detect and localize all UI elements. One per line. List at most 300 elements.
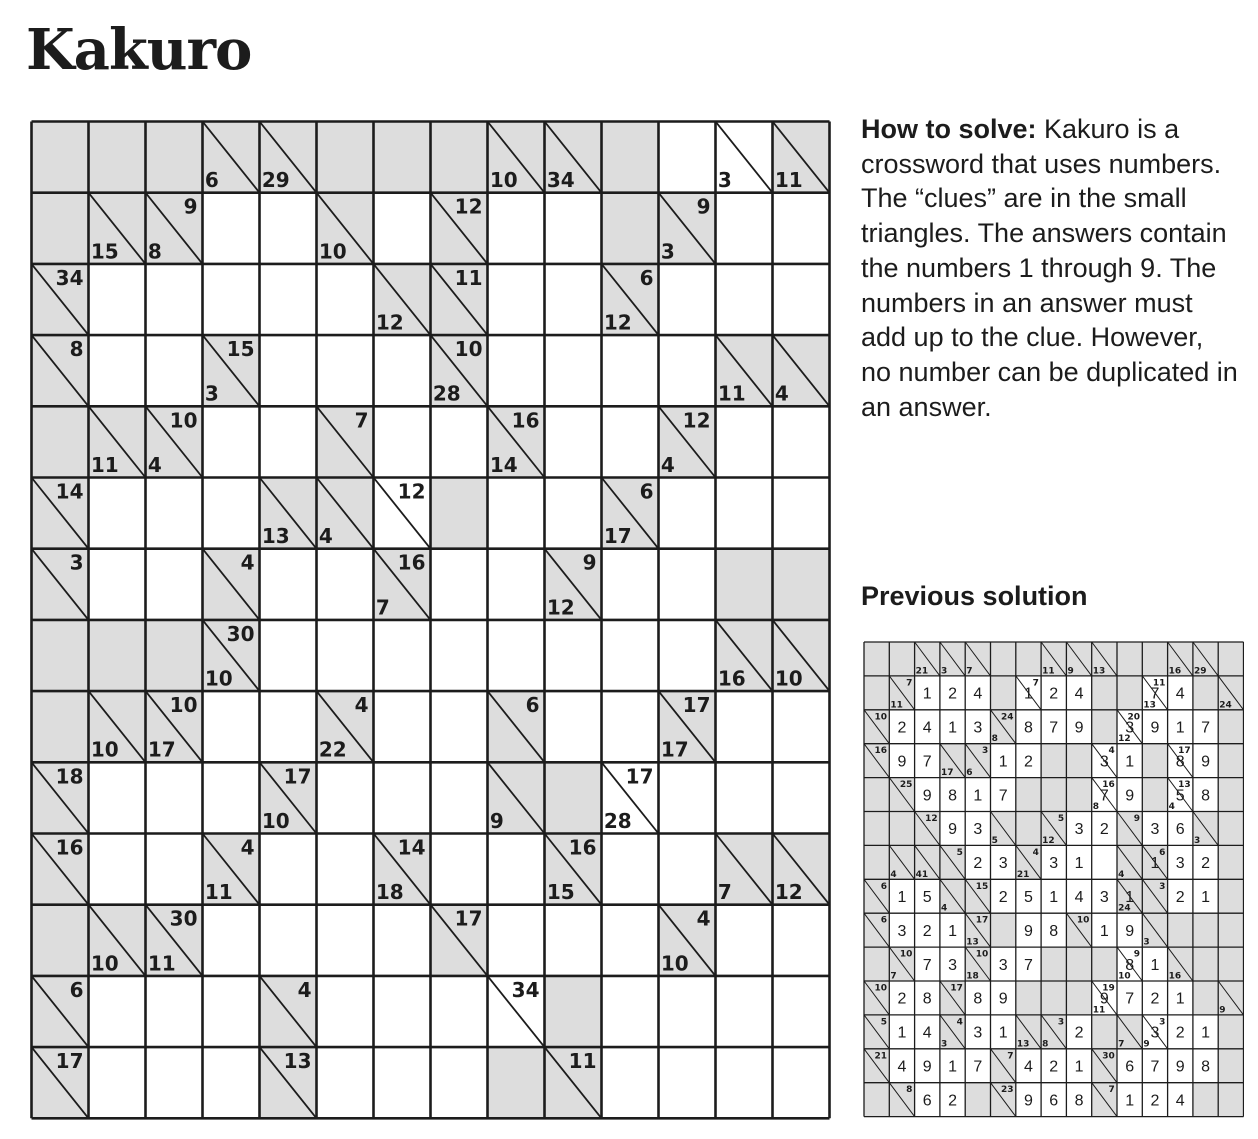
answer-cell[interactable] [431,620,488,691]
solution-digit: 1 [1201,1024,1211,1042]
block-cell [1092,710,1117,744]
down-clue: 21 [915,666,929,677]
solution-digit: 3 [1074,821,1084,839]
answer-cell[interactable] [203,762,260,833]
solution-digit: 3 [1175,855,1185,873]
down-clue: 4 [940,903,948,914]
answer-cell[interactable] [317,905,374,976]
answer-cell[interactable] [374,406,431,477]
answer-cell[interactable] [260,406,317,477]
answer-cell[interactable] [716,406,773,477]
solution-digit: 3 [998,855,1008,873]
across-clue: 6 [1159,847,1166,858]
across-clue: 4 [1032,847,1039,858]
answer-cell[interactable] [146,478,203,549]
block-cell [89,122,146,193]
solution-digit: 9 [998,990,1008,1008]
across-clue: 15 [975,881,989,892]
block-cell [864,947,889,981]
answer-cell[interactable] [602,1047,659,1118]
answer-cell[interactable] [773,762,830,833]
down-clue: 9 [1219,1005,1226,1016]
answer-cell[interactable] [659,834,716,905]
solution-digit: 9 [1150,719,1160,737]
answer-cell[interactable] [317,834,374,905]
solution-digit: 7 [1150,685,1160,703]
answer-cell[interactable] [773,478,830,549]
block-cell [1092,947,1117,981]
solution-digit: 4 [1175,685,1185,703]
down-clue: 3 [660,239,675,264]
answer-cell[interactable] [431,834,488,905]
across-clue: 4 [956,1017,963,1028]
across-clue: 17 [975,915,989,926]
solution-digit: 9 [897,753,907,771]
down-clue: 4 [1168,801,1175,812]
answer-cell[interactable] [488,264,545,335]
answer-cell[interactable] [89,335,146,406]
answer-cell[interactable] [773,193,830,264]
down-clue: 4 [1118,869,1125,880]
answer-cell[interactable] [89,264,146,335]
answer-cell[interactable] [317,762,374,833]
across-clue: 25 [899,780,913,791]
solution-digit: 9 [1023,922,1033,940]
answer-cell[interactable] [260,834,317,905]
solution-digit: 3 [948,956,958,974]
solution-digit: 3 [897,922,907,940]
down-clue: 10 [318,239,347,264]
block-cell [1218,947,1243,981]
down-clue: 4 [660,452,675,477]
block-cell [1041,981,1066,1015]
answer-cell[interactable] [545,905,602,976]
answer-cell[interactable] [431,762,488,833]
solution-digit: 9 [948,821,958,839]
solution-digit: 8 [1023,719,1033,737]
answer-cell[interactable] [146,976,203,1047]
page-title: Kakuro [26,17,252,83]
answer-cell[interactable] [602,620,659,691]
down-clue: 13 [966,937,979,948]
block-cell [545,762,602,833]
across-clue: 12 [925,813,938,824]
answer-cell[interactable] [659,976,716,1047]
across-clue: 7 [1032,678,1039,689]
across-clue: 13 [1178,780,1191,791]
answer-cell[interactable] [89,762,146,833]
block-cell [1193,981,1218,1015]
across-clue: 30 [1102,1051,1115,1062]
block-cell [545,976,602,1047]
down-clue: 11 [1092,1005,1106,1016]
solution-digit: 9 [1099,990,1109,1008]
answer-cell[interactable] [317,976,374,1047]
block-cell [32,691,89,762]
solution-digit: 3 [973,1024,983,1042]
across-clue: 16 [397,550,426,575]
kakuro-puzzle-grid[interactable] [30,120,831,1120]
solution-digit: 7 [998,787,1008,805]
answer-cell[interactable] [374,193,431,264]
solution-digit: 7 [1023,956,1033,974]
answer-cell[interactable] [773,406,830,477]
block-cell [1041,947,1066,981]
across-clue: 9 [1133,949,1141,960]
answer-cell[interactable] [773,691,830,762]
down-clue: 14 [489,452,518,477]
solution-digit: 1 [1125,1092,1135,1110]
down-clue: 6 [966,768,973,779]
answer-cell[interactable] [374,691,431,762]
answer-cell[interactable] [488,905,545,976]
answer-cell[interactable] [203,478,260,549]
down-clue: 12 [1118,734,1131,745]
solution-digit: 1 [1049,889,1059,907]
down-clue: 10 [90,951,119,976]
across-clue: 4 [354,693,369,718]
solution-digit: 3 [1125,719,1135,737]
answer-cell[interactable] [716,193,773,264]
across-clue: 3 [1057,1017,1065,1028]
solution-digit: 2 [1049,685,1059,703]
across-clue: 10 [899,949,913,960]
solution-digit: 3 [1150,1024,1160,1042]
solution-cell [1092,845,1117,879]
solution-digit: 7 [1125,990,1135,1008]
across-clue: 16 [55,835,84,860]
answer-cell[interactable] [431,549,488,620]
solution-digit: 4 [922,1024,932,1042]
block-cell [1218,1049,1243,1083]
down-clue: 3 [940,666,948,677]
solution-digit: 8 [1201,787,1211,805]
across-clue: 19 [1102,983,1115,994]
answer-cell[interactable] [716,905,773,976]
down-clue: 7 [966,666,973,677]
down-clue: 13 [1016,1039,1030,1050]
block-cell [602,193,659,264]
block-cell [1066,947,1091,981]
solution-digit: 8 [1201,1058,1211,1076]
across-clue: 11 [568,1049,597,1074]
answer-cell[interactable] [317,1047,374,1118]
answer-cell[interactable] [374,905,431,976]
block-cell [32,620,89,691]
answer-cell[interactable] [659,335,716,406]
solution-digit: 6 [1175,821,1185,839]
answer-cell[interactable] [602,905,659,976]
solution-digit: 5 [1023,889,1033,907]
answer-cell[interactable] [203,691,260,762]
answer-cell[interactable] [374,976,431,1047]
answer-cell[interactable] [659,762,716,833]
answer-cell[interactable] [317,549,374,620]
block-cell [1218,778,1243,812]
solution-digit: 2 [897,990,907,1008]
answer-cell[interactable] [602,335,659,406]
block-cell [146,122,203,193]
answer-cell[interactable] [260,264,317,335]
across-clue: 20 [1127,712,1141,723]
answer-cell[interactable] [545,478,602,549]
block-cell [1066,778,1091,812]
answer-cell[interactable] [716,1047,773,1118]
across-clue: 4 [297,977,312,1002]
block-cell [1142,642,1167,676]
answer-cell[interactable] [260,549,317,620]
block-cell [431,478,488,549]
answer-cell[interactable] [659,620,716,691]
answer-cell[interactable] [89,549,146,620]
down-clue: 18 [375,880,404,905]
block-cell [1092,1015,1117,1049]
across-clue: 14 [55,479,84,504]
across-clue: 24 [1001,712,1014,723]
answer-cell[interactable] [488,478,545,549]
down-clue: 17 [603,524,632,549]
down-clue: 9 [489,808,504,833]
across-clue: 4 [696,906,711,931]
across-clue: 9 [1133,813,1141,824]
answer-cell[interactable] [260,193,317,264]
block-cell [1218,744,1243,778]
answer-cell[interactable] [659,549,716,620]
answer-cell[interactable] [89,478,146,549]
answer-cell[interactable] [317,264,374,335]
down-clue: 28 [603,808,632,833]
across-clue: 5 [1057,813,1065,824]
down-clue: 12 [774,880,803,905]
down-clue: 3 [940,1039,948,1050]
across-clue: 7 [354,408,369,433]
block-cell [1016,981,1041,1015]
answer-cell[interactable] [773,976,830,1047]
answer-cell[interactable] [317,335,374,406]
answer-cell[interactable] [203,264,260,335]
down-clue: 10 [774,666,803,691]
down-clue: 11 [204,880,233,905]
solution-digit: 1 [1150,956,1160,974]
solution-digit: 3 [1099,889,1109,907]
block-cell [1041,744,1066,778]
block-cell [889,642,914,676]
answer-cell[interactable] [89,834,146,905]
answer-cell[interactable] [431,406,488,477]
down-clue: 11 [90,452,119,477]
answer-cell[interactable] [488,335,545,406]
down-clue: 11 [890,700,903,711]
answer-cell[interactable] [716,264,773,335]
answer-cell[interactable] [203,976,260,1047]
across-clue: 23 [1001,1085,1014,1096]
answer-cell[interactable] [488,620,545,691]
answer-cell[interactable] [203,193,260,264]
answer-cell[interactable] [716,762,773,833]
answer-cell[interactable] [203,905,260,976]
answer-cell[interactable] [602,406,659,477]
across-clue: 4 [240,550,255,575]
previous-solution-title: Previous solution [861,581,1088,611]
block-cell [864,778,889,812]
solution-digit: 2 [1201,855,1211,873]
across-clue: 9 [183,194,198,219]
answer-cell[interactable] [89,1047,146,1118]
how-to-solve-text [861,112,1239,424]
down-clue: 16 [1168,666,1182,677]
solution-digit: 3 [973,821,983,839]
answer-cell[interactable] [431,976,488,1047]
block-cell [1218,1015,1243,1049]
answer-cell[interactable] [545,335,602,406]
down-clue: 9 [1067,666,1074,677]
across-clue: 10 [1076,915,1090,926]
answer-cell[interactable] [374,762,431,833]
answer-cell[interactable] [146,834,203,905]
block-cell [1142,744,1167,778]
block-cell [991,913,1016,947]
answer-cell[interactable] [545,620,602,691]
across-clue: 11 [454,265,483,290]
answer-cell[interactable] [203,1047,260,1118]
across-clue: 3 [69,550,84,575]
answer-cell[interactable] [260,335,317,406]
answer-cell[interactable] [602,976,659,1047]
down-clue: 17 [147,737,176,762]
block-cell [1218,642,1243,676]
answer-cell[interactable] [260,691,317,762]
across-clue: 4 [240,835,255,860]
block-cell [1193,913,1218,947]
answer-cell[interactable] [260,905,317,976]
down-clue: 13 [261,524,290,549]
solution-digit: 7 [973,1058,983,1076]
down-clue: 7 [375,595,390,620]
across-clue: 14 [397,835,426,860]
solution-digit: 9 [1023,1092,1033,1110]
answer-cell[interactable] [89,976,146,1047]
down-clue: 17 [940,768,954,779]
answer-cell[interactable] [716,691,773,762]
answer-cell[interactable] [488,834,545,905]
down-clue: 7 [890,971,897,982]
solution-digit: 8 [922,990,932,1008]
answer-cell[interactable] [659,122,716,193]
block-cell [1117,676,1142,710]
across-clue: 13 [283,1049,312,1074]
solution-digit: 3 [998,956,1008,974]
solution-digit: 2 [922,922,932,940]
solution-digit: 1 [1099,922,1109,940]
solution-digit: 2 [1175,889,1185,907]
block-cell [1016,778,1041,812]
down-clue: 29 [261,168,290,193]
answer-cell[interactable] [716,976,773,1047]
down-clue: 24 [1118,903,1131,914]
block-cell [1218,879,1243,913]
across-clue: 6 [69,977,84,1002]
answer-cell[interactable] [488,549,545,620]
block-cell [1066,744,1091,778]
answer-cell[interactable] [146,549,203,620]
block-cell [864,642,889,676]
answer-cell[interactable] [260,620,317,691]
answer-cell[interactable] [146,1047,203,1118]
solution-digit: 3 [1049,855,1059,873]
answer-cell[interactable] [545,406,602,477]
block-cell [1218,1083,1243,1117]
block-cell [864,1083,889,1117]
across-clue: 34 [55,265,84,290]
answer-cell[interactable] [773,1047,830,1118]
across-clue: 10 [169,693,198,718]
across-clue: 16 [568,835,597,860]
answer-cell[interactable] [488,193,545,264]
across-clue: 10 [454,337,483,362]
answer-cell[interactable] [431,1047,488,1118]
across-clue: 4 [1108,746,1115,757]
answer-cell[interactable] [545,691,602,762]
across-clue: 3 [981,746,989,757]
answer-cell[interactable] [773,905,830,976]
down-clue: 12 [375,310,404,335]
answer-cell[interactable] [773,264,830,335]
answer-cell[interactable] [659,1047,716,1118]
answer-cell[interactable] [659,478,716,549]
answer-cell[interactable] [602,549,659,620]
answer-cell[interactable] [431,691,488,762]
answer-cell[interactable] [545,264,602,335]
block-cell [146,620,203,691]
across-clue: 17 [682,693,711,718]
answer-cell[interactable] [203,406,260,477]
answer-cell[interactable] [716,478,773,549]
answer-cell[interactable] [146,335,203,406]
down-clue: 16 [1168,971,1182,982]
across-clue: 8 [906,1085,913,1096]
answer-cell[interactable] [602,834,659,905]
solution-digit: 8 [1125,956,1135,974]
solution-digit: 3 [1150,821,1160,839]
across-clue: 16 [1102,780,1115,791]
across-clue: 16 [874,746,888,757]
answer-cell[interactable] [146,264,203,335]
answer-cell[interactable] [374,620,431,691]
down-clue: 3 [1193,835,1201,846]
block-cell [965,1083,990,1117]
solution-digit: 1 [998,753,1008,771]
down-clue: 15 [546,880,575,905]
block-cell [317,122,374,193]
down-clue: 11 [774,168,803,193]
solution-digit: 1 [897,1024,907,1042]
solution-digit: 2 [1074,1024,1084,1042]
solution-digit: 1 [1150,855,1160,873]
answer-cell[interactable] [317,620,374,691]
down-clue: 15 [90,239,119,264]
answer-cell[interactable] [659,264,716,335]
answer-cell[interactable] [374,1047,431,1118]
answer-cell[interactable] [374,335,431,406]
down-clue: 12 [603,310,632,335]
answer-cell[interactable] [545,193,602,264]
down-clue: 4 [147,452,162,477]
across-clue: 18 [55,764,84,789]
solution-digit: 1 [1125,889,1135,907]
answer-cell[interactable] [602,691,659,762]
block-cell [1218,710,1243,744]
answer-cell[interactable] [146,762,203,833]
